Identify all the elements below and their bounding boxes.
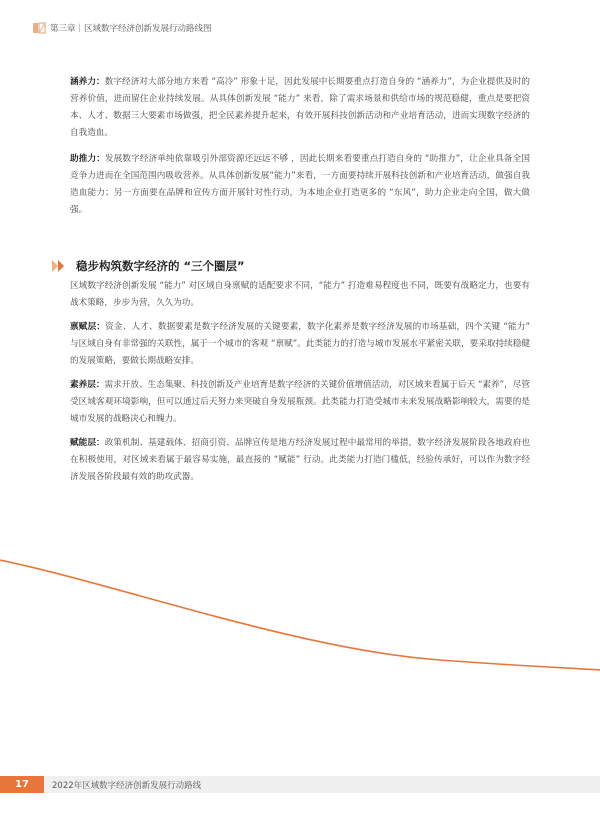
paragraph-boost: [70, 151, 530, 219]
paragraph-lead: 素养层：: [70, 380, 105, 390]
paragraph-text: 资金、人才、数据要素是数字经济发展的关键要素，数字化素养是数字经济发展的市场基础，四个关键 “能力” 与区域自身有非常强的关联性，属于一个城市的客观 “禀赋”。此类能力的打造与城市发展水平紧密关联，要采取持续稳健的发展策略，要做长期战略安排。: [70, 322, 530, 366]
layer-empowerment: [70, 435, 530, 486]
paragraph-cultivation: [70, 74, 530, 142]
layer-literacy: [70, 377, 530, 428]
page-header: [0, 0, 600, 40]
section-intro: 区域数字经济创新发展 “能力” 对区域自身禀赋的适配要求不同，“能力” 打造难易程度也不同，既要有战略定力，也要有战术策略，步步为营，久久为功。: [70, 281, 530, 308]
double-arrow-icon: [52, 260, 68, 272]
section-title: 稳步构筑数字经济的 “三个圈层”: [76, 259, 245, 273]
chapter-title: 第三章｜区域数字经济创新发展行动路线图: [50, 24, 212, 34]
paragraph-text: 需求开放、生态集聚、科技创新及产业培育是数字经济的关键价值增值活动，对区域来看属于后天 “素养”，尽管受区域客观环境影响，但可以通过后天努力来突破自身发展瓶颈。此类能力打造受城市未来发展战略影响较大，需要的是城市发展的战略决心和魄力。: [70, 380, 530, 424]
paragraph-lead: 赋能层：: [70, 438, 105, 448]
abstract-logo-icon: [32, 21, 46, 35]
paragraph-text: 数字经济对大部分地方来看 “高冷” 形象十足，因此发展中长期要重点打造自身的 “涵养力”，为企业提供及时的营养价值，进而留住企业持续发展。从具体创新发展 “能力” 来看，除了需求场景和供给市场的规范稳健，重点是要把资本、人才、数据三大要素市场做强，把全民素养提升起来，有效开展科技创新活动和产业培育活动，进而实现数字经济的自我造血。: [70, 77, 530, 138]
paragraph-text: 发展数字经济单纯依靠吸引外部资源还远远不够 ，因此长期来看要重点打造自身的 “助推力”，让企业具备全国竞争力进而在全国范围内吸收营养。从具体创新发展“能力”来看，一方面要持续开展科技创新和产业培育活动，做强自我造血能力；另一方面要在品牌和宣传方面开展针对性行动，为本地企业打造更多的 “东风”，助力企业走向全国，做大做强。: [70, 154, 530, 215]
layer-endowment: [70, 319, 530, 370]
paragraph-text: 政策机制、基建载体、招商引资、品牌宣传是地方经济发展过程中最常用的举措，数字经济发展阶段各地政府也在积极使用，对区域来看属于最容易实施，最直接的 “赋能” 行动。此类能力打造门槛低，经验传承好，可以作为数字经济发展各阶段最有效的助攻武器。: [70, 438, 530, 482]
decorative-curve: [0, 520, 600, 700]
paragraph-lead: 涵养力：: [70, 77, 105, 87]
report-title: 2022年区域数字经济创新发展行动路线: [52, 780, 202, 791]
paragraph-lead: 助推力：: [70, 154, 105, 164]
page-number: 17: [0, 776, 44, 793]
paragraph-lead: 禀赋层：: [70, 322, 106, 332]
section-heading: [52, 257, 245, 275]
